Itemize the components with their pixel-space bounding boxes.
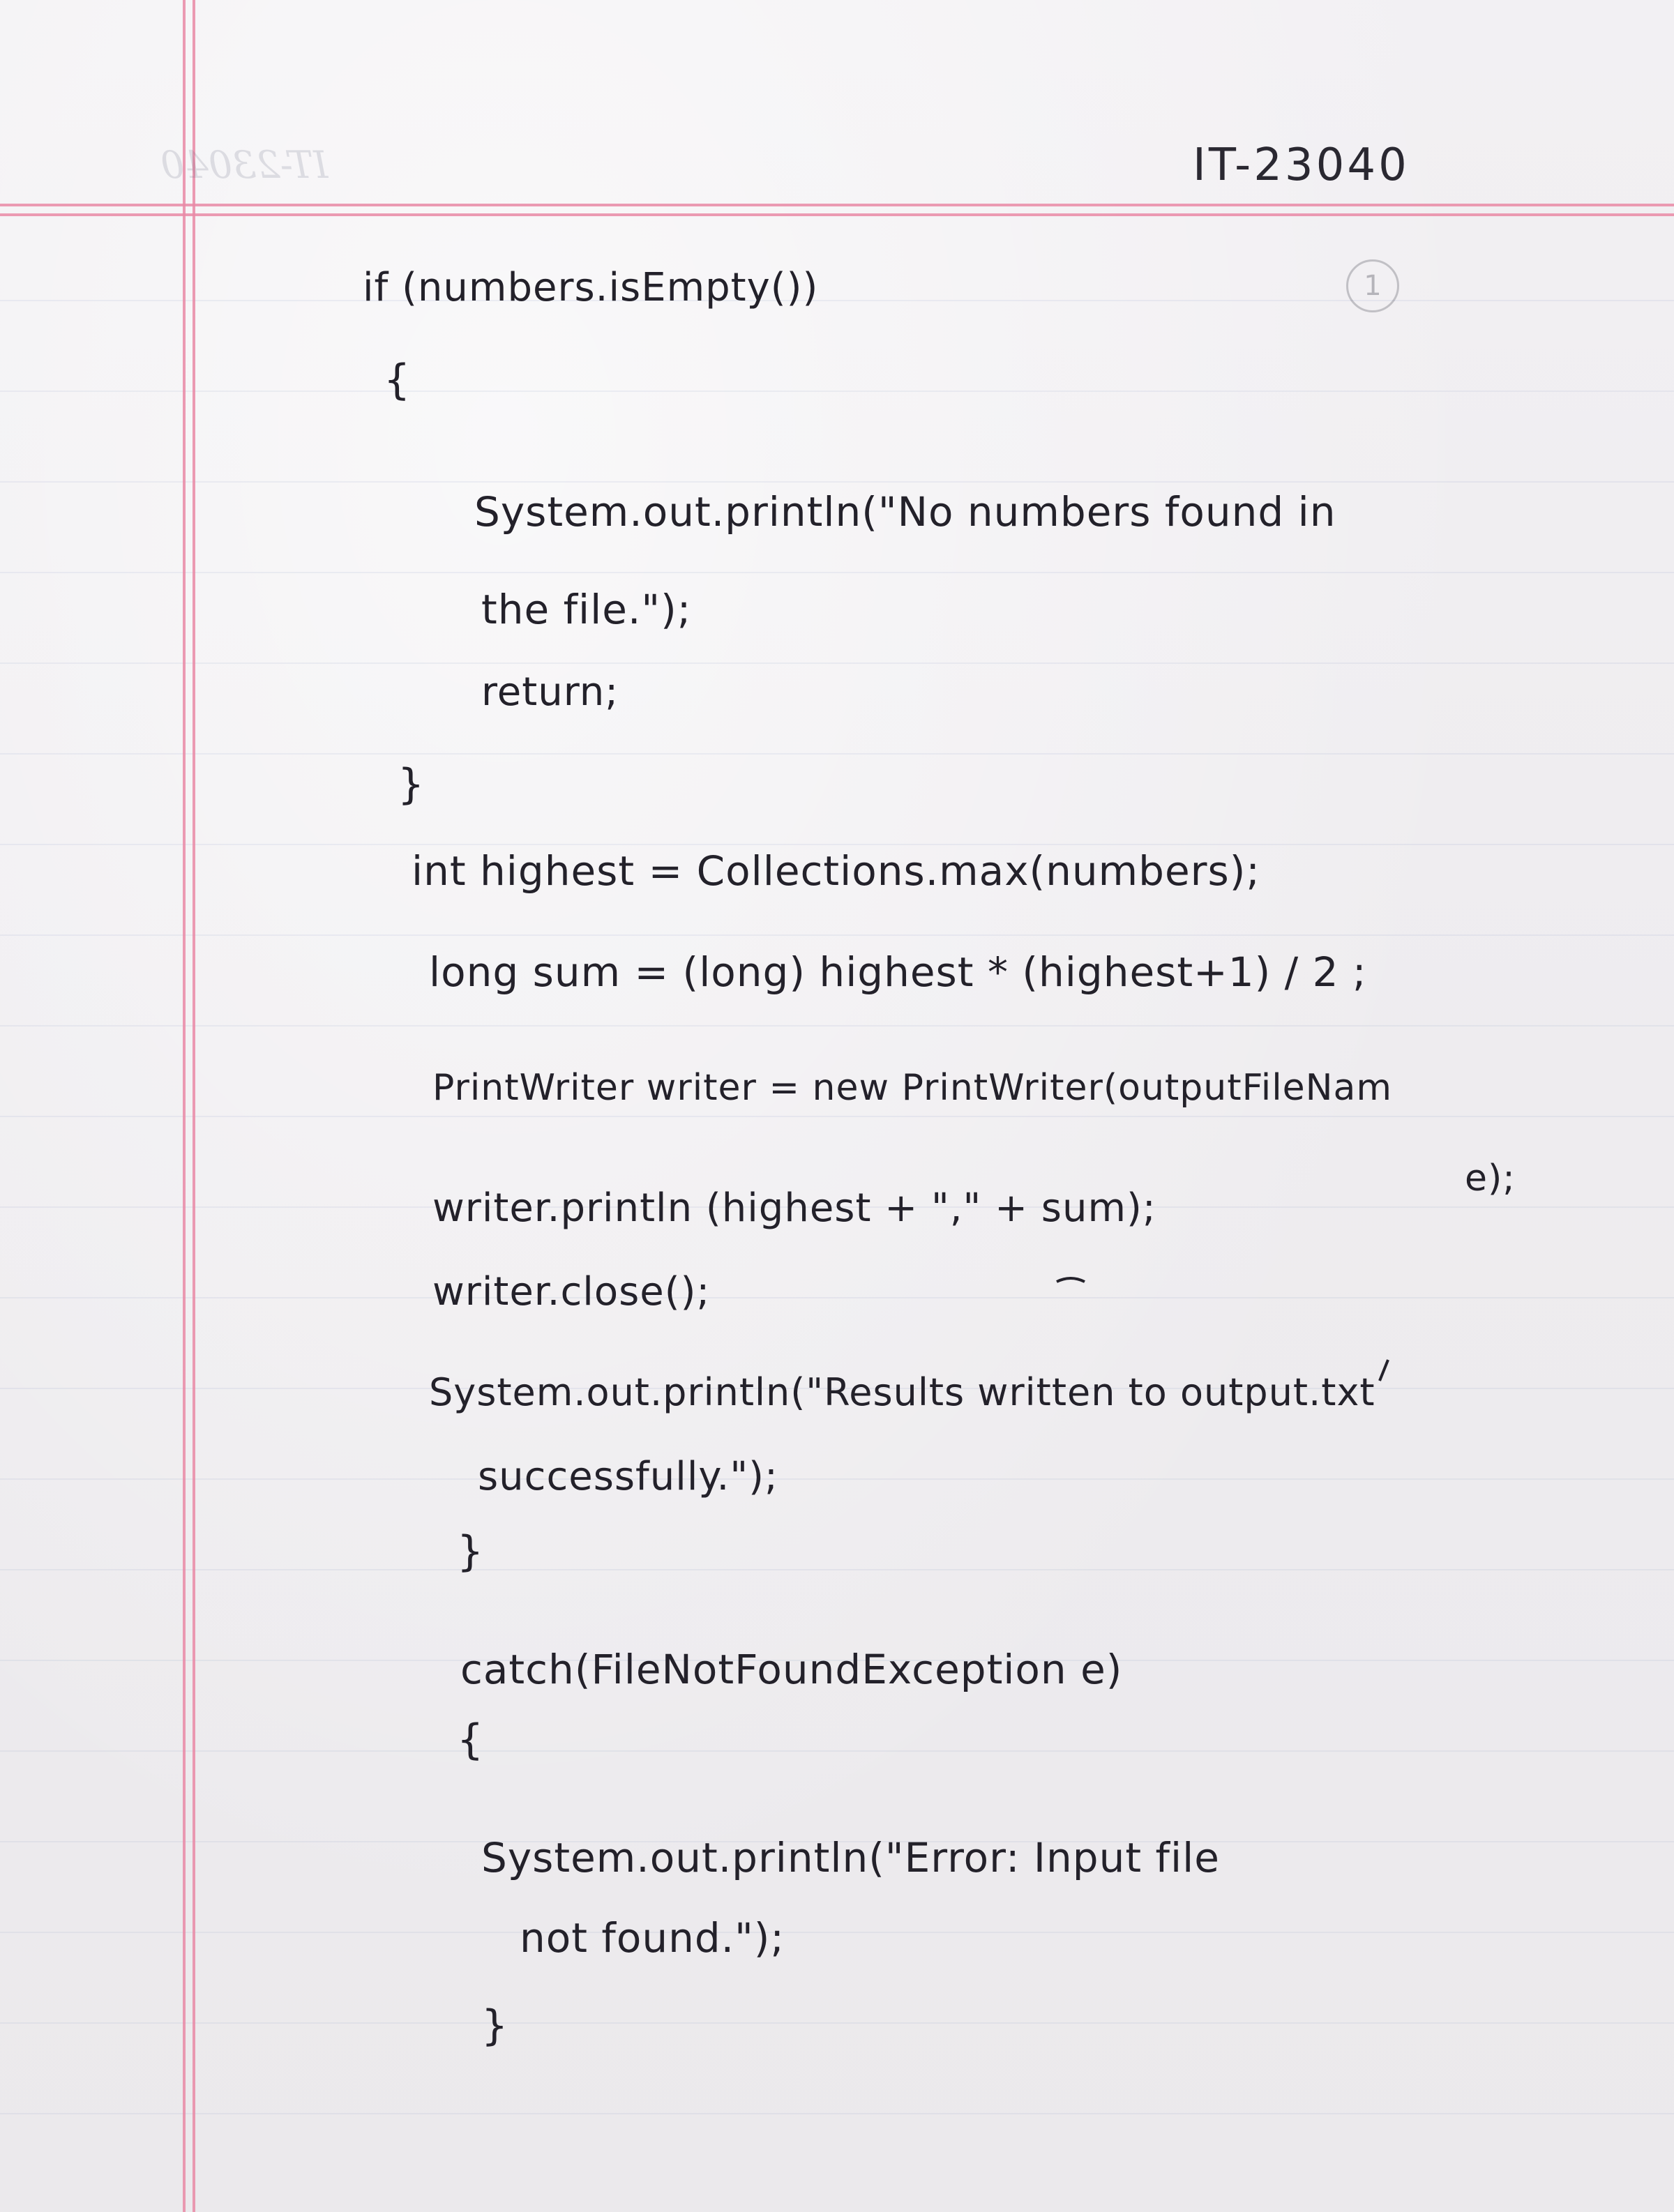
margin-line-left-2 <box>193 0 195 2212</box>
sum-underline-mark <box>1057 1278 1085 1282</box>
ruled-line <box>0 481 1674 483</box>
ruled-line <box>0 753 1674 755</box>
code-line-println-results-2: successfully."); <box>478 1454 778 1499</box>
ruled-line <box>0 1569 1674 1570</box>
code-line-writer-println: writer.println (highest + "," + sum); <box>432 1185 1156 1231</box>
ruled-line <box>0 934 1674 936</box>
ruled-line <box>0 1750 1674 1752</box>
code-line-if: if (numbers.isEmpty()) <box>363 265 819 310</box>
ruled-line <box>0 1116 1674 1117</box>
code-line-open-brace: { <box>384 356 412 404</box>
ruled-line <box>0 1932 1674 1933</box>
ruled-line <box>0 300 1674 301</box>
margin-line-top-2 <box>0 213 1674 216</box>
ruled-line <box>0 572 1674 573</box>
code-line-catch: catch(FileNotFoundException e) <box>460 1646 1123 1693</box>
code-line-println-results-1: System.out.println("Results written to output.txt <box>429 1370 1375 1414</box>
ruled-line <box>0 2113 1674 2114</box>
ruled-line <box>0 844 1674 845</box>
code-line-int-highest: int highest = Collections.max(numbers); <box>412 847 1260 895</box>
code-line-long-sum: long sum = (long) highest * (highest+1) / 2 ; <box>429 948 1367 996</box>
sheet-id: IT-23040 <box>1193 139 1410 191</box>
code-line-println-empty-2: the file."); <box>481 586 692 633</box>
code-line-catch-close-brace: } <box>481 2001 509 2050</box>
ruled-line <box>0 391 1674 392</box>
code-line-writer-close: writer.close(); <box>432 1269 711 1315</box>
accent-mark <box>1380 1360 1388 1381</box>
code-line-return: return; <box>481 669 619 715</box>
margin-line-left-1 <box>183 0 186 2212</box>
ruled-line <box>0 1297 1674 1298</box>
show-through-header: IT-23040 <box>160 143 329 187</box>
ruled-line <box>0 1025 1674 1027</box>
code-line-println-error-2: not found."); <box>520 1914 785 1962</box>
code-line-close-brace: } <box>398 760 425 809</box>
code-line-try-close-brace: } <box>457 1527 485 1576</box>
code-line-println-empty-1: System.out.println("No numbers found in <box>474 488 1336 536</box>
ruled-line <box>0 662 1674 664</box>
ruled-line <box>0 2022 1674 2024</box>
ruled-line <box>0 1478 1674 1480</box>
margin-line-top-1 <box>0 204 1674 206</box>
code-line-printwriter: PrintWriter writer = new PrintWriter(outputFileNam <box>432 1067 1393 1109</box>
code-line-println-error-1: System.out.println("Error: Input file <box>481 1834 1220 1881</box>
page-number-circle: 1 <box>1346 259 1399 312</box>
code-line-catch-open-brace: { <box>457 1715 485 1764</box>
code-line-printwriter-cont: e); <box>1465 1158 1516 1199</box>
